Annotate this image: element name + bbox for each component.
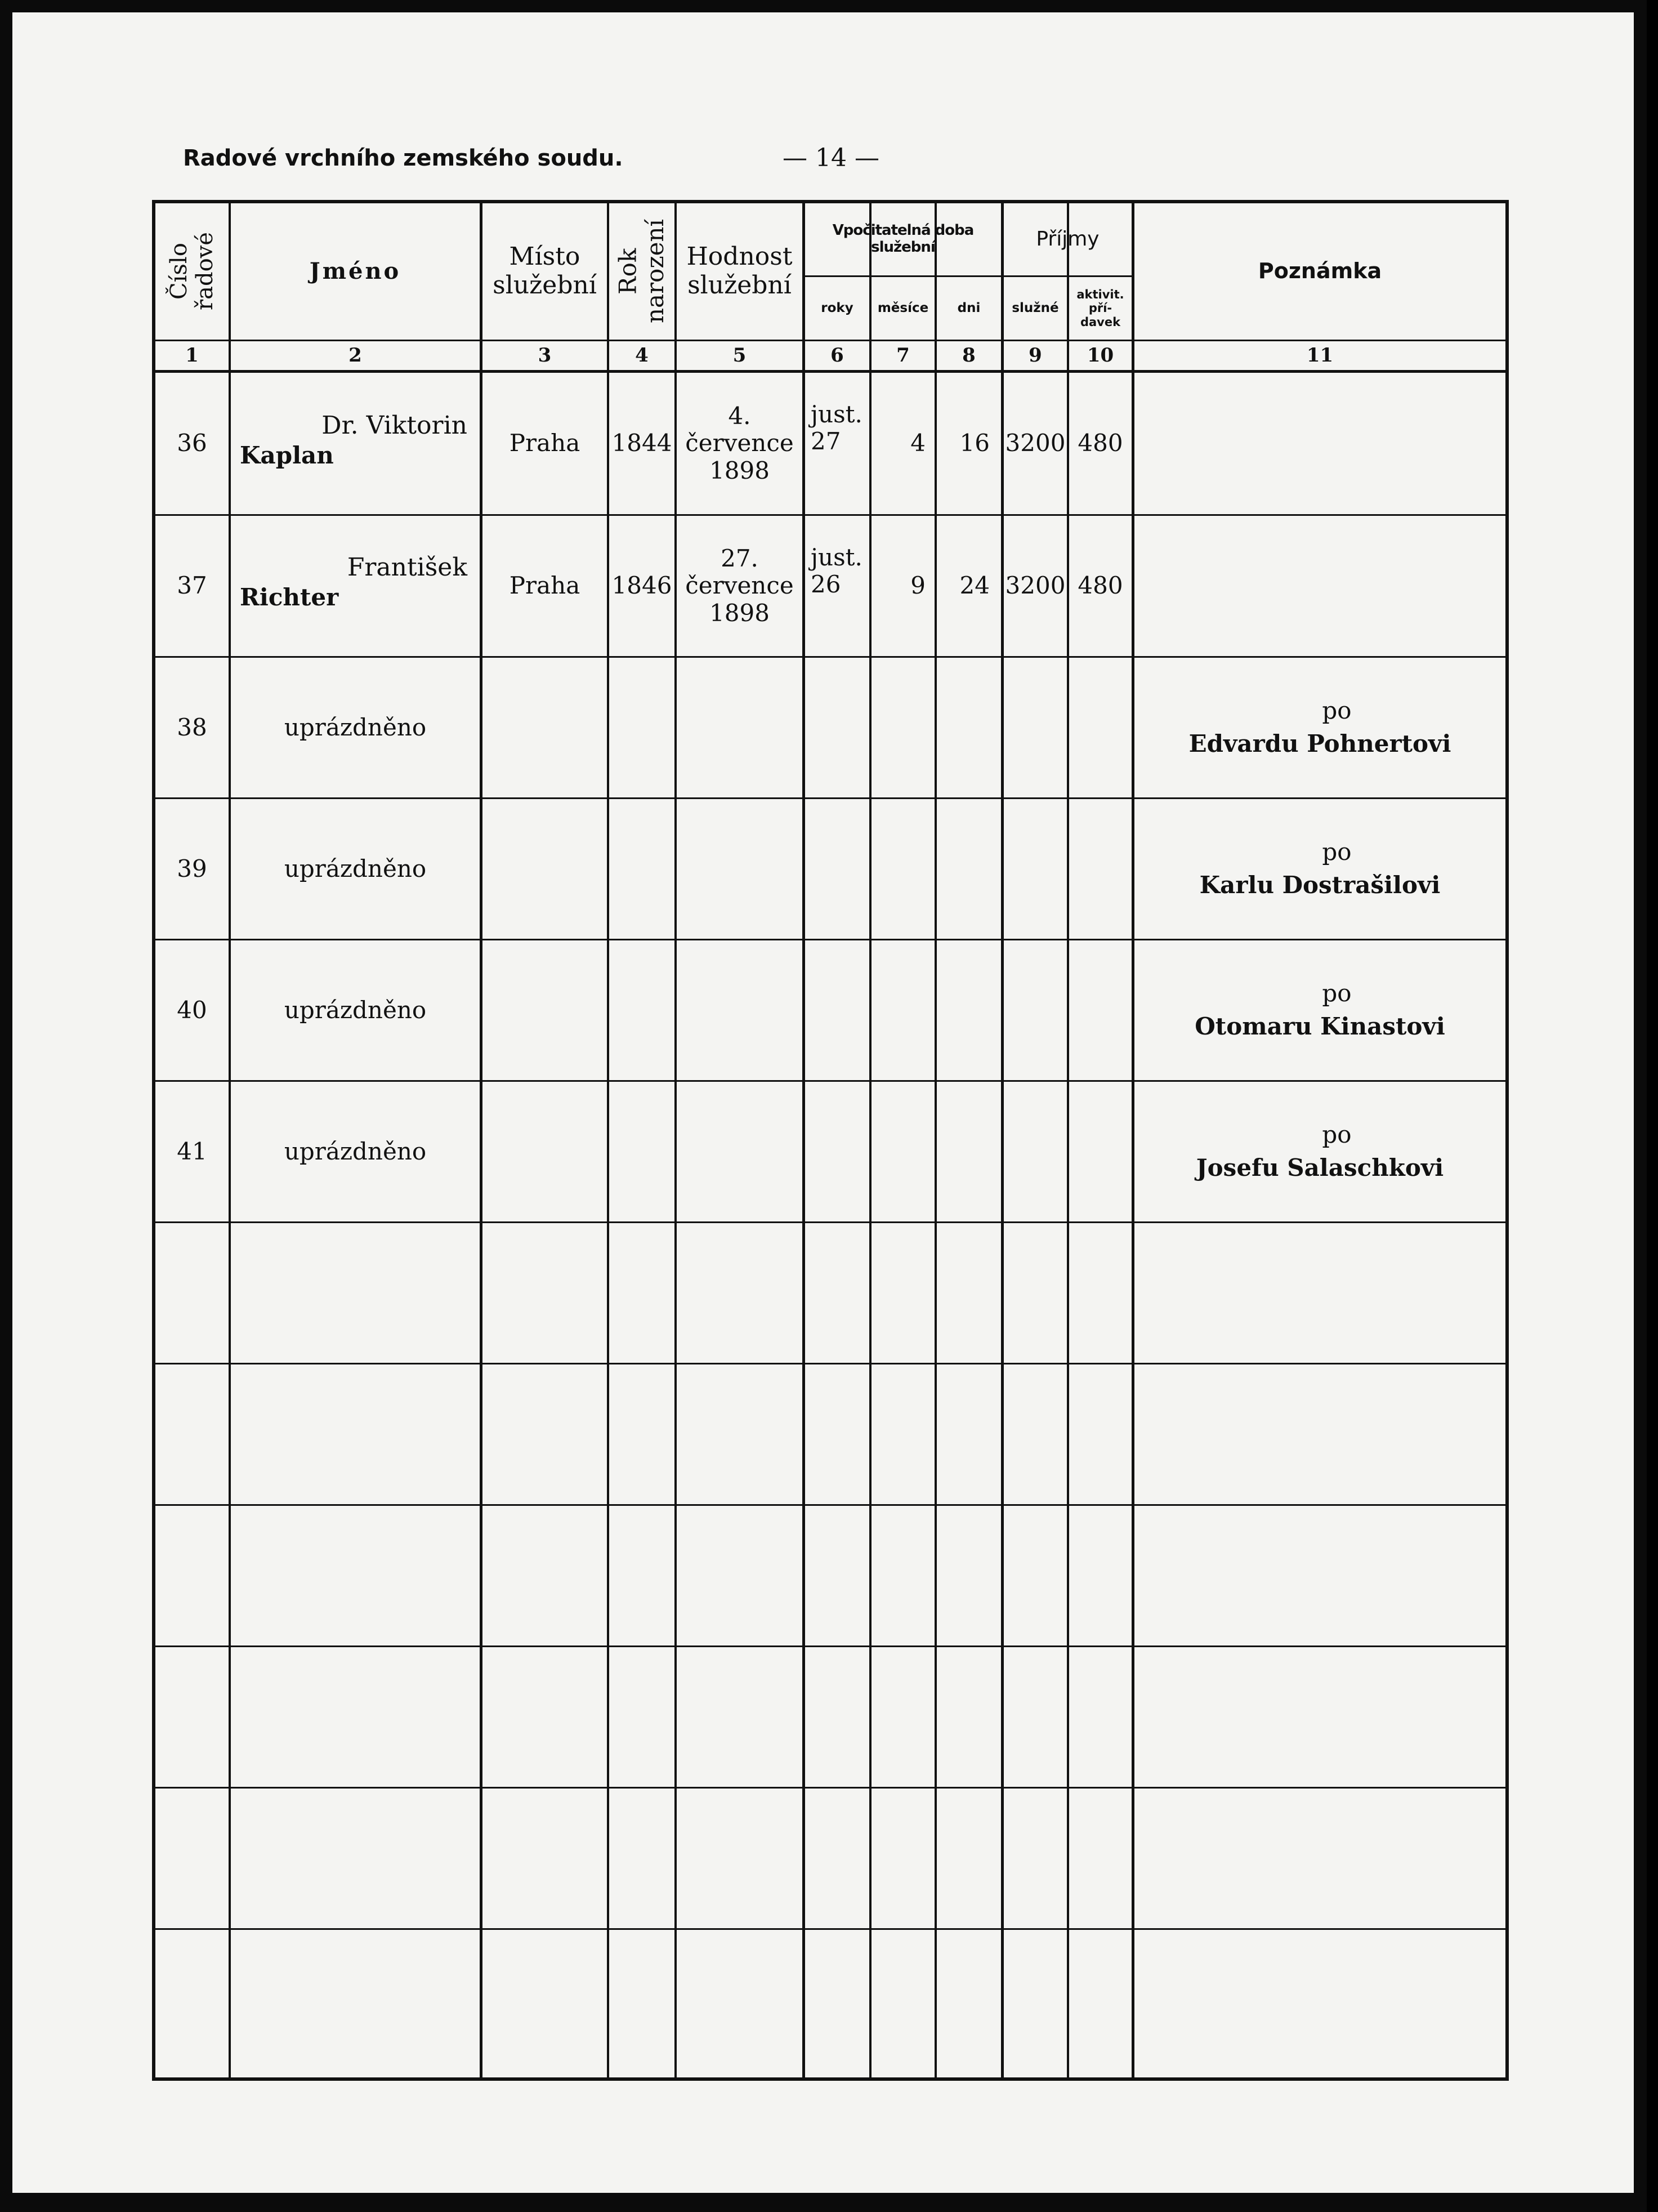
allowance: 480 xyxy=(1078,572,1123,600)
header-cislo: Číslo řadové xyxy=(166,232,218,311)
colnum-7: 7 xyxy=(896,344,910,367)
header-roky: roky xyxy=(821,301,853,316)
colnum-5: 5 xyxy=(732,344,747,367)
note: po Karlu Dostrašilovi xyxy=(1199,838,1441,899)
colnum-8: 8 xyxy=(962,344,976,367)
colnum-1: 1 xyxy=(185,344,199,367)
person-name: uprázdněno xyxy=(284,713,427,741)
months: 9 xyxy=(910,572,926,600)
colnum-6: 6 xyxy=(830,344,844,367)
header-poznamka: Poznámka xyxy=(1258,258,1382,284)
months: 4 xyxy=(910,429,926,457)
rank-date: 4. července 1898 xyxy=(685,402,794,484)
colnum-10: 10 xyxy=(1087,344,1114,367)
birth-year: 1844 xyxy=(611,429,672,457)
note: po Edvardu Pohnertovi xyxy=(1188,697,1451,757)
years: just. 27 xyxy=(811,400,862,456)
days: 24 xyxy=(959,572,990,600)
place: Praha xyxy=(509,429,580,457)
person-name: uprázdněno xyxy=(284,1137,427,1165)
header-sluzne: služné xyxy=(1012,301,1059,316)
place: Praha xyxy=(509,572,580,600)
header-aktivni: aktivit. pří- davek xyxy=(1076,288,1124,329)
page-number: — 14 — xyxy=(783,144,879,172)
row-number: 38 xyxy=(177,713,207,741)
colnum-11: 11 xyxy=(1306,344,1334,367)
salary: 3200 xyxy=(1005,572,1066,600)
header-jmeno: Jméno xyxy=(309,258,401,284)
birth-year: 1846 xyxy=(611,572,672,600)
header-dni: dni xyxy=(957,301,981,316)
header-misto: Místo služební xyxy=(493,242,597,300)
person-name: František Richter xyxy=(240,553,467,611)
note: po Josefu Salaschkovi xyxy=(1196,1121,1444,1181)
note: po Otomaru Kinastovi xyxy=(1195,979,1445,1040)
colnum-9: 9 xyxy=(1029,344,1042,367)
row-number: 37 xyxy=(177,572,207,600)
allowance: 480 xyxy=(1078,429,1123,457)
colnum-3: 3 xyxy=(538,344,552,367)
header-doba-group: Vpočitatelná doba služební xyxy=(832,222,974,256)
years: just. 26 xyxy=(811,543,862,599)
person-name: Dr. Viktorin Kaplan xyxy=(240,411,467,469)
page-header-title: Radové vrchního zemského soudu. xyxy=(183,145,623,171)
colnum-4: 4 xyxy=(635,344,649,367)
colnum-2: 2 xyxy=(348,344,362,367)
header-prijmy-group: Příjmy xyxy=(1036,228,1100,251)
scan-border xyxy=(1647,0,1658,2212)
salary: 3200 xyxy=(1005,429,1066,457)
register-table xyxy=(152,200,1509,2081)
row-number: 41 xyxy=(177,1137,207,1165)
person-name: uprázdněno xyxy=(284,996,427,1024)
header-mesice: měsíce xyxy=(877,301,929,316)
person-name: uprázdněno xyxy=(284,854,427,882)
header-hodnost: Hodnost služební xyxy=(686,242,793,300)
header-rok: Rok narození xyxy=(614,219,669,324)
row-number: 40 xyxy=(177,996,207,1024)
row-number: 39 xyxy=(177,854,207,882)
rank-date: 27. července 1898 xyxy=(685,545,794,627)
row-number: 36 xyxy=(177,429,207,457)
days: 16 xyxy=(959,429,990,457)
